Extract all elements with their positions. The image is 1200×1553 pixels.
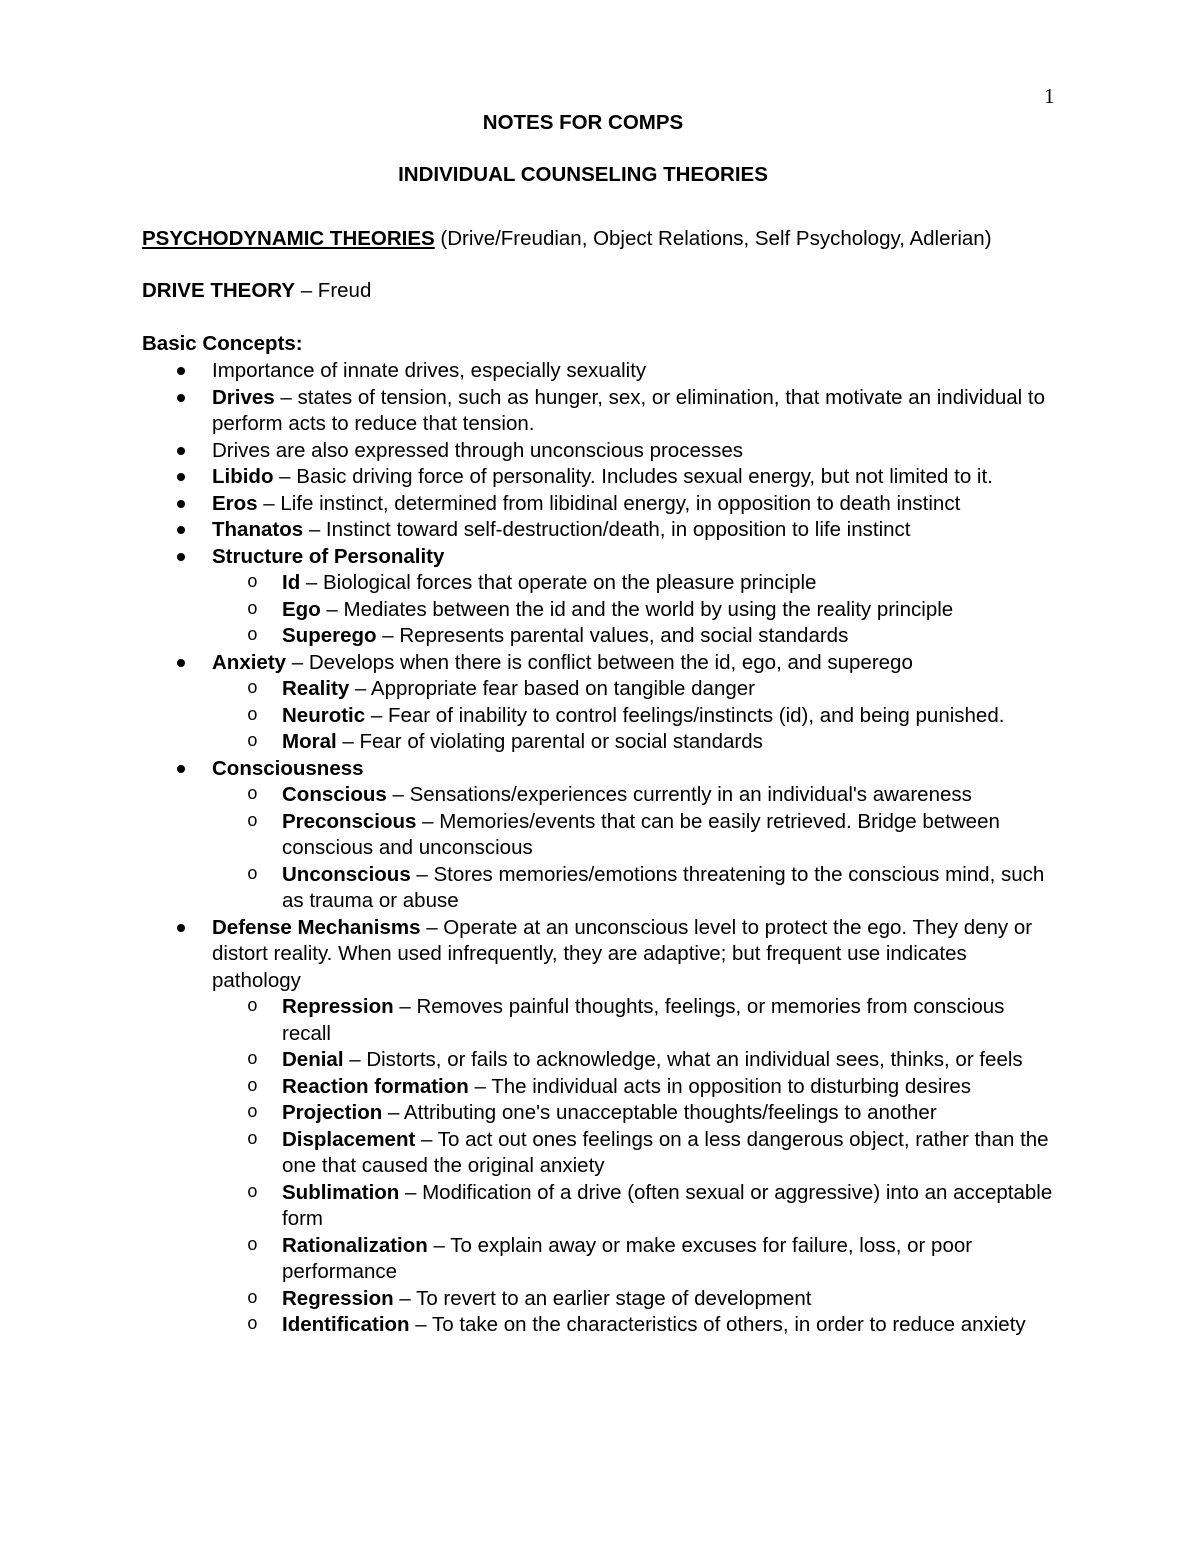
circle-bullet-icon: o <box>247 1076 258 1097</box>
theory-heading-line <box>142 279 371 303</box>
concepts-heading: Basic Concepts: <box>142 332 303 355</box>
list-item: Defense Mechanisms – Operate at an unconscious level to protect the ego. They deny or distort reality. When used infrequently, they are adaptive; but frequent use indicates pathology o Repression – Removes painful thoughts, feelings, or memories from conscious recall o Denial – Distorts, or fails to acknowledge, what an individual sees, thinks, or feels o Reaction formation – The individual acts in opposition to disturbing desires o Projection – Attributing one's unacceptable thoughts/feelings to another o Displacement – To act out ones feelings on a less dangerous object, rather than the one that caused the original anxiety o Sublimation – Modification of a drive (often sexual or aggressive) into an acceptable form o Rationalization – To explain away or make excuses for failure, loss, or poor performance o Regression – To revert to an earlier stage of development o Identification – To take on the characteristics of others, in order to reduce anxiety <box>0 915 1100 1339</box>
bullet-icon <box>177 473 185 481</box>
theory-author: – Freud <box>295 279 372 302</box>
circle-bullet-icon: o <box>247 705 258 726</box>
sub-list-item: o Conscious – Sensations/experiences currently in an individual's awareness <box>282 782 1100 809</box>
bullet-icon <box>177 367 185 375</box>
sub-list-item: o Identification – To take on the characteristics of others, in order to reduce anxiety <box>282 1312 1100 1339</box>
list-item: Consciousness o Conscious – Sensations/experiences currently in an individual's awareness o Preconscious – Memories/events that can be easily retrieved. Bridge between conscious and unconscious o Unconscious – Stores memories/emotions threatening to the conscious mind, such as trauma or abuse <box>0 756 1100 915</box>
list-item: Drives are also expressed through unconscious processes <box>0 438 1100 465</box>
section-note: (Drive/Freudian, Object Relations, Self Psychology, Adlerian) <box>434 227 992 250</box>
list-item: Thanatos – Instinct toward self-destruction/death, in opposition to life instinct <box>0 517 1100 544</box>
document-subtitle: INDIVIDUAL COUNSELING THEORIES <box>398 163 768 186</box>
circle-bullet-icon: o <box>247 1129 258 1150</box>
circle-bullet-icon: o <box>247 1315 258 1335</box>
list-item: Drives – states of tension, such as hunger, sex, or elimination, that motivate an individual to perform acts to reduce that tension. <box>0 385 1100 438</box>
section-heading-line <box>142 227 992 251</box>
concepts-list <box>0 358 1100 1339</box>
circle-bullet-icon: o <box>247 1182 258 1203</box>
circle-bullet-icon: o <box>247 864 258 885</box>
sub-list-item: o Ego – Mediates between the id and the world by using the reality principle <box>282 597 1100 624</box>
circle-bullet-icon: o <box>247 1103 258 1123</box>
circle-bullet-icon: o <box>247 732 258 752</box>
theory-name: DRIVE THEORY <box>142 279 296 302</box>
sublist <box>212 676 1100 756</box>
list-item: Eros – Life instinct, determined from libidinal energy, in opposition to death instinct <box>0 491 1100 518</box>
sub-list-item: o Neurotic – Fear of inability to control feelings/instincts (id), and being punished. <box>282 703 1100 730</box>
bullet-icon <box>177 553 185 561</box>
list-item: Structure of Personality o Id – Biological forces that operate on the pleasure principle o Ego – Mediates between the id and the world by using the reality principle o Superego – Represents parental values, and social standards <box>0 544 1100 650</box>
sub-list-item: o Reaction formation – The individual acts in opposition to disturbing desires <box>282 1074 1100 1101</box>
bullet-icon <box>177 526 185 534</box>
bullet-icon <box>177 659 185 667</box>
circle-bullet-icon: o <box>247 785 258 805</box>
sub-list-item: o Denial – Distorts, or fails to acknowledge, what an individual sees, thinks, or feels <box>282 1047 1100 1074</box>
sub-list-item: o Moral – Fear of violating parental or social standards <box>282 729 1100 756</box>
page-number: 1 <box>1044 84 1055 108</box>
sub-list-item: o Id – Biological forces that operate on the pleasure principle <box>282 570 1100 597</box>
bullet-icon <box>177 447 185 455</box>
bullet-icon <box>177 394 185 402</box>
sub-list-item: o Projection – Attributing one's unacceptable thoughts/feelings to another <box>282 1100 1100 1127</box>
circle-bullet-icon: o <box>247 997 258 1017</box>
sub-list-item: o Regression – To revert to an earlier stage of development <box>282 1286 1100 1313</box>
bullet-icon <box>177 500 185 508</box>
circle-bullet-icon: o <box>247 1288 258 1309</box>
circle-bullet-icon: o <box>247 626 258 646</box>
sub-list-item: o Superego – Represents parental values, and social standards <box>282 623 1100 650</box>
sub-list-item: o Unconscious – Stores memories/emotions threatening to the conscious mind, such as trauma or abuse <box>247 862 1045 912</box>
sub-list-item: o Rationalization – To explain away or make excuses for failure, loss, or poor performance <box>247 1233 973 1283</box>
circle-bullet-icon: o <box>247 1235 258 1256</box>
list-item: Libido – Basic driving force of personality. Includes sexual energy, but not limited to it. <box>0 464 1100 491</box>
list-item: Importance of innate drives, especially sexuality <box>0 358 1100 385</box>
bullet-icon <box>177 765 185 773</box>
circle-bullet-icon: o <box>247 679 258 699</box>
circle-bullet-icon: o <box>247 599 258 620</box>
sub-list-item: o Repression – Removes painful thoughts, feelings, or memories from conscious recall <box>247 995 1005 1045</box>
circle-bullet-icon: o <box>247 811 258 832</box>
sub-list-item: o Reality – Appropriate fear based on tangible danger <box>282 676 1100 703</box>
section-heading: PSYCHODYNAMIC THEORIES <box>142 227 435 250</box>
sub-list-item: o Sublimation – Modification of a drive (often sexual or aggressive) into an acceptable form <box>247 1180 1053 1230</box>
bullet-icon <box>177 924 185 932</box>
document-title: NOTES FOR COMPS <box>482 111 684 134</box>
circle-bullet-icon: o <box>247 573 258 593</box>
sublist <box>212 570 1100 650</box>
sublist <box>212 782 1100 915</box>
sub-list-item: o Preconscious – Memories/events that can be easily retrieved. Bridge between conscious and unconscious <box>247 809 1000 859</box>
list-item: Anxiety – Develops when there is conflict between the id, ego, and superego o Reality – Appropriate fear based on tangible danger o Neurotic – Fear of inability to control feelings/instincts (id), and being punished. o Moral – Fear of violating parental or social standards <box>0 650 1100 756</box>
circle-bullet-icon: o <box>247 1050 258 1070</box>
sub-list-item: o Displacement – To act out ones feelings on a less dangerous object, rather than the one that caused the original anxiety <box>247 1127 1049 1177</box>
sublist <box>212 994 1100 1339</box>
